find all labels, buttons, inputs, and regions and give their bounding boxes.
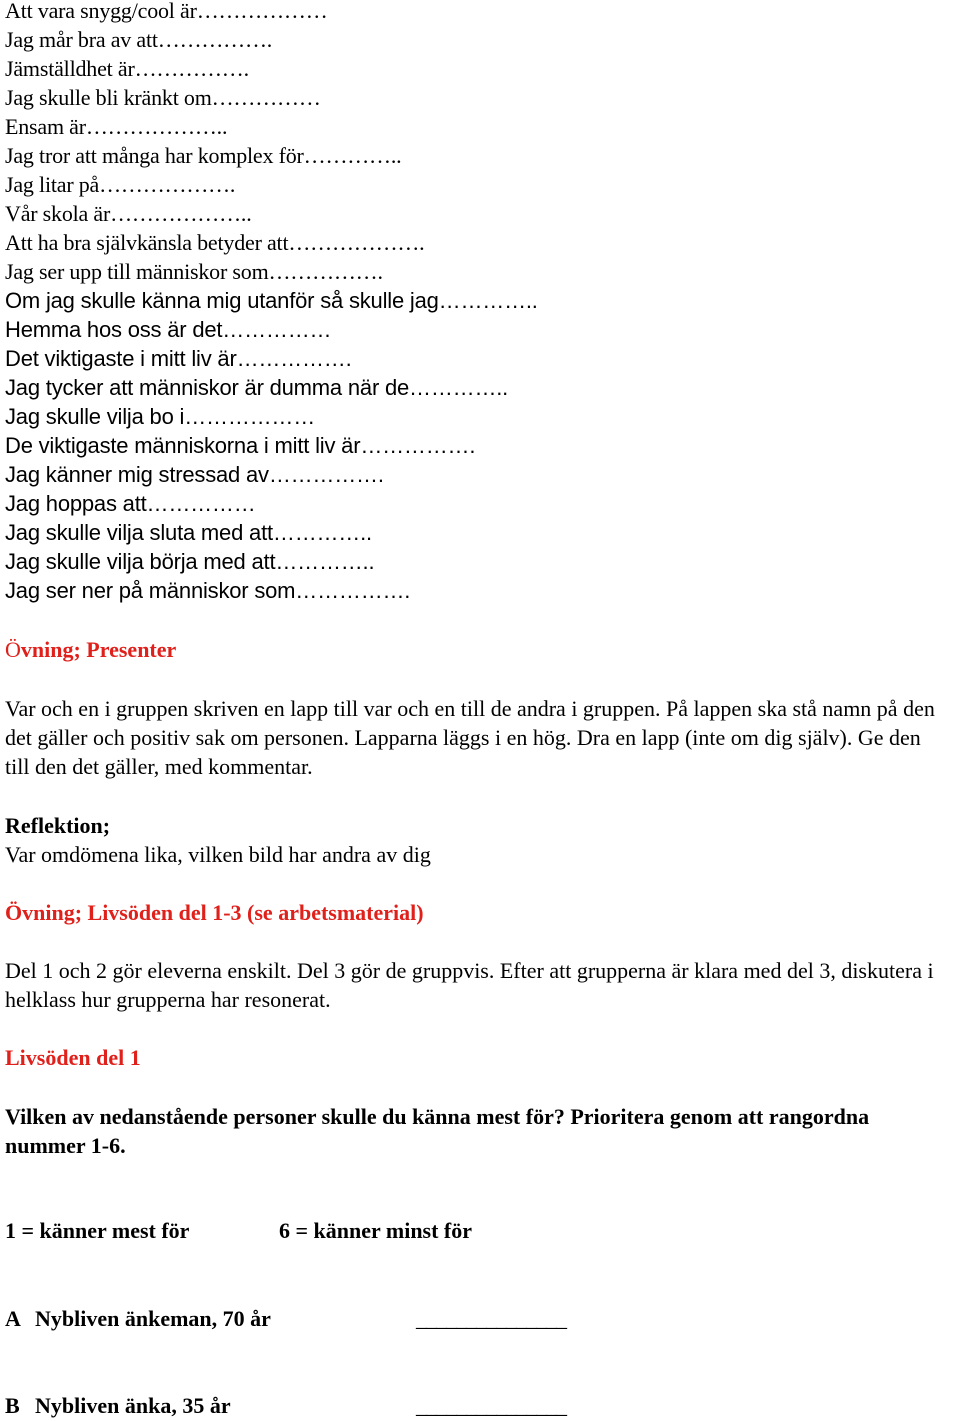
ranking-letter: A — [5, 1306, 21, 1331]
prompt-line: Jag ser upp till människor som……………. — [5, 259, 383, 284]
ranking-answer-blank[interactable]: _______________ — [416, 1306, 566, 1331]
ranking-person-label: Nybliven änka, 35 år — [35, 1393, 231, 1418]
prompt-line: Jag tror att många har komplex för………….. — [5, 143, 402, 168]
ranking-letter: B — [5, 1393, 20, 1418]
prompt-line: Jag skulle vilja börja med att………….. — [5, 549, 375, 574]
prompt-line: Jag skulle bli kränkt om…………… — [5, 85, 321, 110]
prompt-line: Jag ser ner på människor som……………. — [5, 578, 411, 603]
ranking-answer-blank[interactable]: _______________ — [416, 1393, 566, 1418]
scale-high-label: 1 = känner mest för — [5, 1218, 190, 1243]
ranking-scale — [5, 1218, 473, 1244]
ranking-row-a — [5, 1306, 566, 1332]
exercise-livsoden-heading: Övning; Livsöden del 1-3 (se arbetsmaterial) — [5, 900, 424, 925]
reflection-heading: Reflektion; — [5, 813, 111, 838]
prompt-line: Det viktigaste i mitt liv är……………. — [5, 346, 352, 371]
prompt-line: Hemma hos oss är det…………… — [5, 317, 332, 342]
prompt-line: Jag hoppas att…………… — [5, 491, 256, 516]
prompt-line: Jag litar på………………. — [5, 172, 236, 197]
prompt-line: Jämställdhet är……………. — [5, 56, 249, 81]
prompt-line: Om jag skulle känna mig utanför så skulle jag………….. — [5, 288, 538, 313]
prompt-line: Att ha bra självkänsla betyder att………………. — [5, 230, 425, 255]
exercise-livsoden-body: Del 1 och 2 gör eleverna enskilt. Del 3 gör de gruppvis. Efter att grupperna är klara med del 3, diskutera i helklass hur grupperna har resonerat. — [5, 958, 934, 1012]
prompt-line: Jag skulle vilja bo i……………… — [5, 404, 316, 429]
prompt-line: De viktigaste människorna i mitt liv är……………. — [5, 433, 476, 458]
prompt-line: Ensam är……………….. — [5, 114, 228, 139]
part1-question: Vilken av nedanstående personer skulle du känna mest för? Prioritera genom att rangordna nummer 1-6. — [5, 1104, 870, 1158]
scale-low-label: 6 = känner minst för — [279, 1218, 473, 1243]
ranking-person-label: Nybliven änkeman, 70 år — [35, 1306, 271, 1331]
prompt-line: Vår skola är……………….. — [5, 201, 252, 226]
sentence-prompt-list — [5, 0, 538, 605]
prompt-line: Jag tycker att människor är dumma när de………….. — [5, 375, 509, 400]
reflection-body: Var omdömena lika, vilken bild har andra av dig — [5, 842, 431, 867]
exercise-presenter-heading — [5, 635, 176, 664]
prompt-line: Att vara snygg/cool är……………… — [5, 0, 328, 23]
prompt-line: Jag känner mig stressad av……………. — [5, 462, 384, 487]
heading-initial: Ö — [5, 637, 21, 662]
ranking-row-b — [5, 1393, 566, 1419]
prompt-line: Jag skulle vilja sluta med att………….. — [5, 520, 372, 545]
heading-text: vning; Presenter — [20, 637, 177, 662]
exercise-presenter-body: Var och en i gruppen skriven en lapp till var och en till de andra i gruppen. På lappen ska stå namn på den det gäller och positiv sak om personen. Lapparna läggs i en hög. Dra en lapp (inte om dig själv). Ge den till den det gäller, med kommentar. — [5, 696, 935, 779]
part1-heading: Livsöden del 1 — [5, 1045, 141, 1070]
prompt-line: Jag mår bra av att……………. — [5, 27, 273, 52]
